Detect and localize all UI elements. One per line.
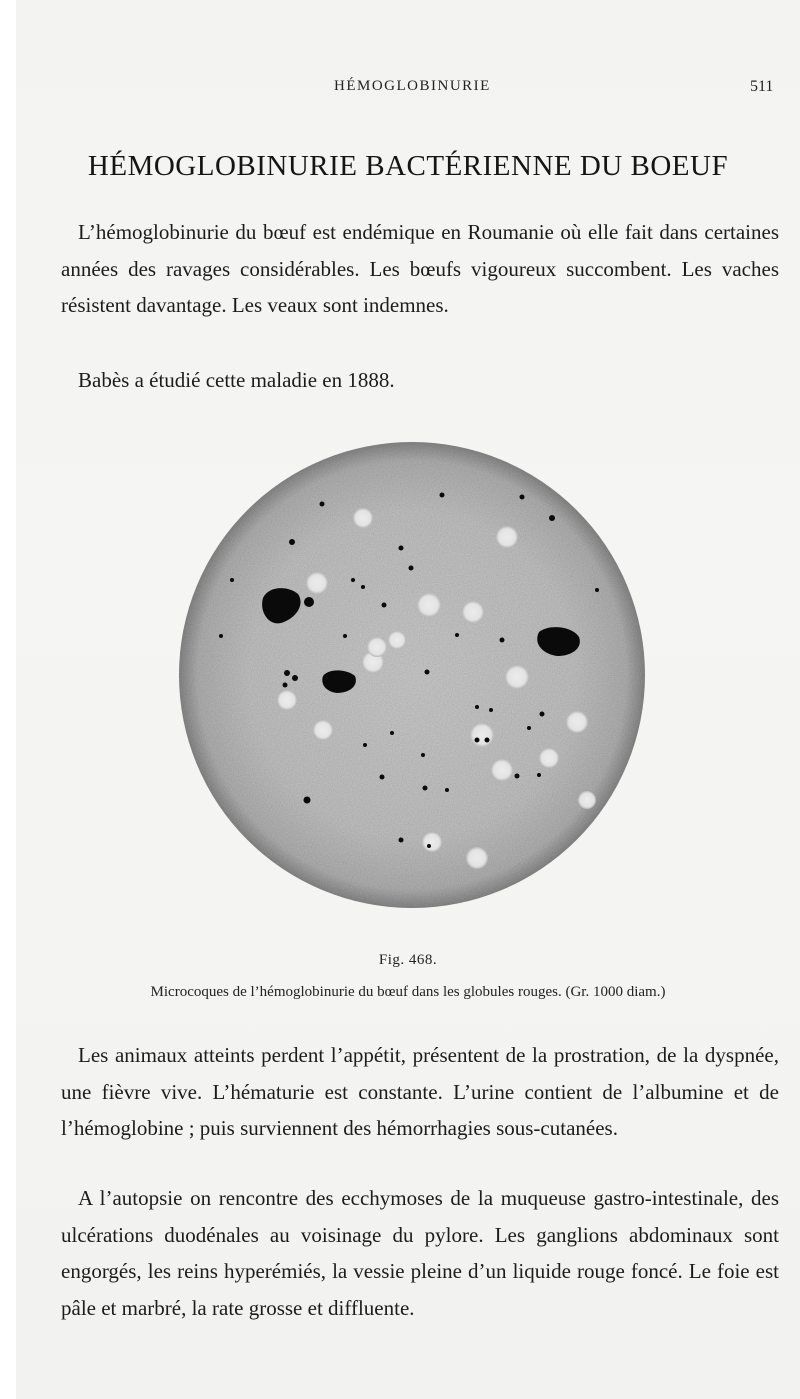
body-paragraph: Les animaux atteints perdent l’appétit, présentent de la prostration, de la dyspnée, une fièvre vive. L’hématurie est constante. L’urine contient de l’albumine et de l’hémoglobine ; puis surviennent des hémorrhagies sous-cutanées. (61, 1043, 779, 1140)
chapter-title: HÉMOGLOBINURIE BACTÉRIENNE DU BOEUF (87, 150, 729, 182)
page-number: 511 (750, 78, 774, 95)
intro-paragraph: L’hémoglobinurie du bœuf est endémique en Roumanie où elle fait dans certaines années des ravages considérables. Les bœufs vigoureux succombent. Les vaches résistent davantage. Les veaux sont indemnes. (61, 220, 779, 317)
body-paragraph: A l’autopsie on rencontre des ecchymoses de la muqueuse gastro-intestinale, des ulcérations duodénales au voisinage du pylore. Les ganglions abdominaux sont engorgés, les reins hyperémiés, la vessie pleine d’un liquide rouge foncé. Le foie est pâle et marbré, la rate grosse et diffluente. (61, 1186, 779, 1320)
intro-paragraph: Babès a étudié cette maladie en 1888. (78, 368, 395, 392)
page-margin (0, 0, 16, 1399)
figure-caption: Microcoques de l’hémoglobinurie du bœuf dans les globules rouges. (Gr. 1000 diam.) (150, 984, 666, 1000)
figure-number: Fig. 468. (378, 952, 438, 968)
running-head (16, 78, 800, 100)
running-title: HÉMOGLOBINURIE (334, 78, 491, 94)
micrograph-image (177, 440, 647, 910)
micrograph-figure (177, 440, 647, 910)
book-page (16, 0, 800, 1399)
